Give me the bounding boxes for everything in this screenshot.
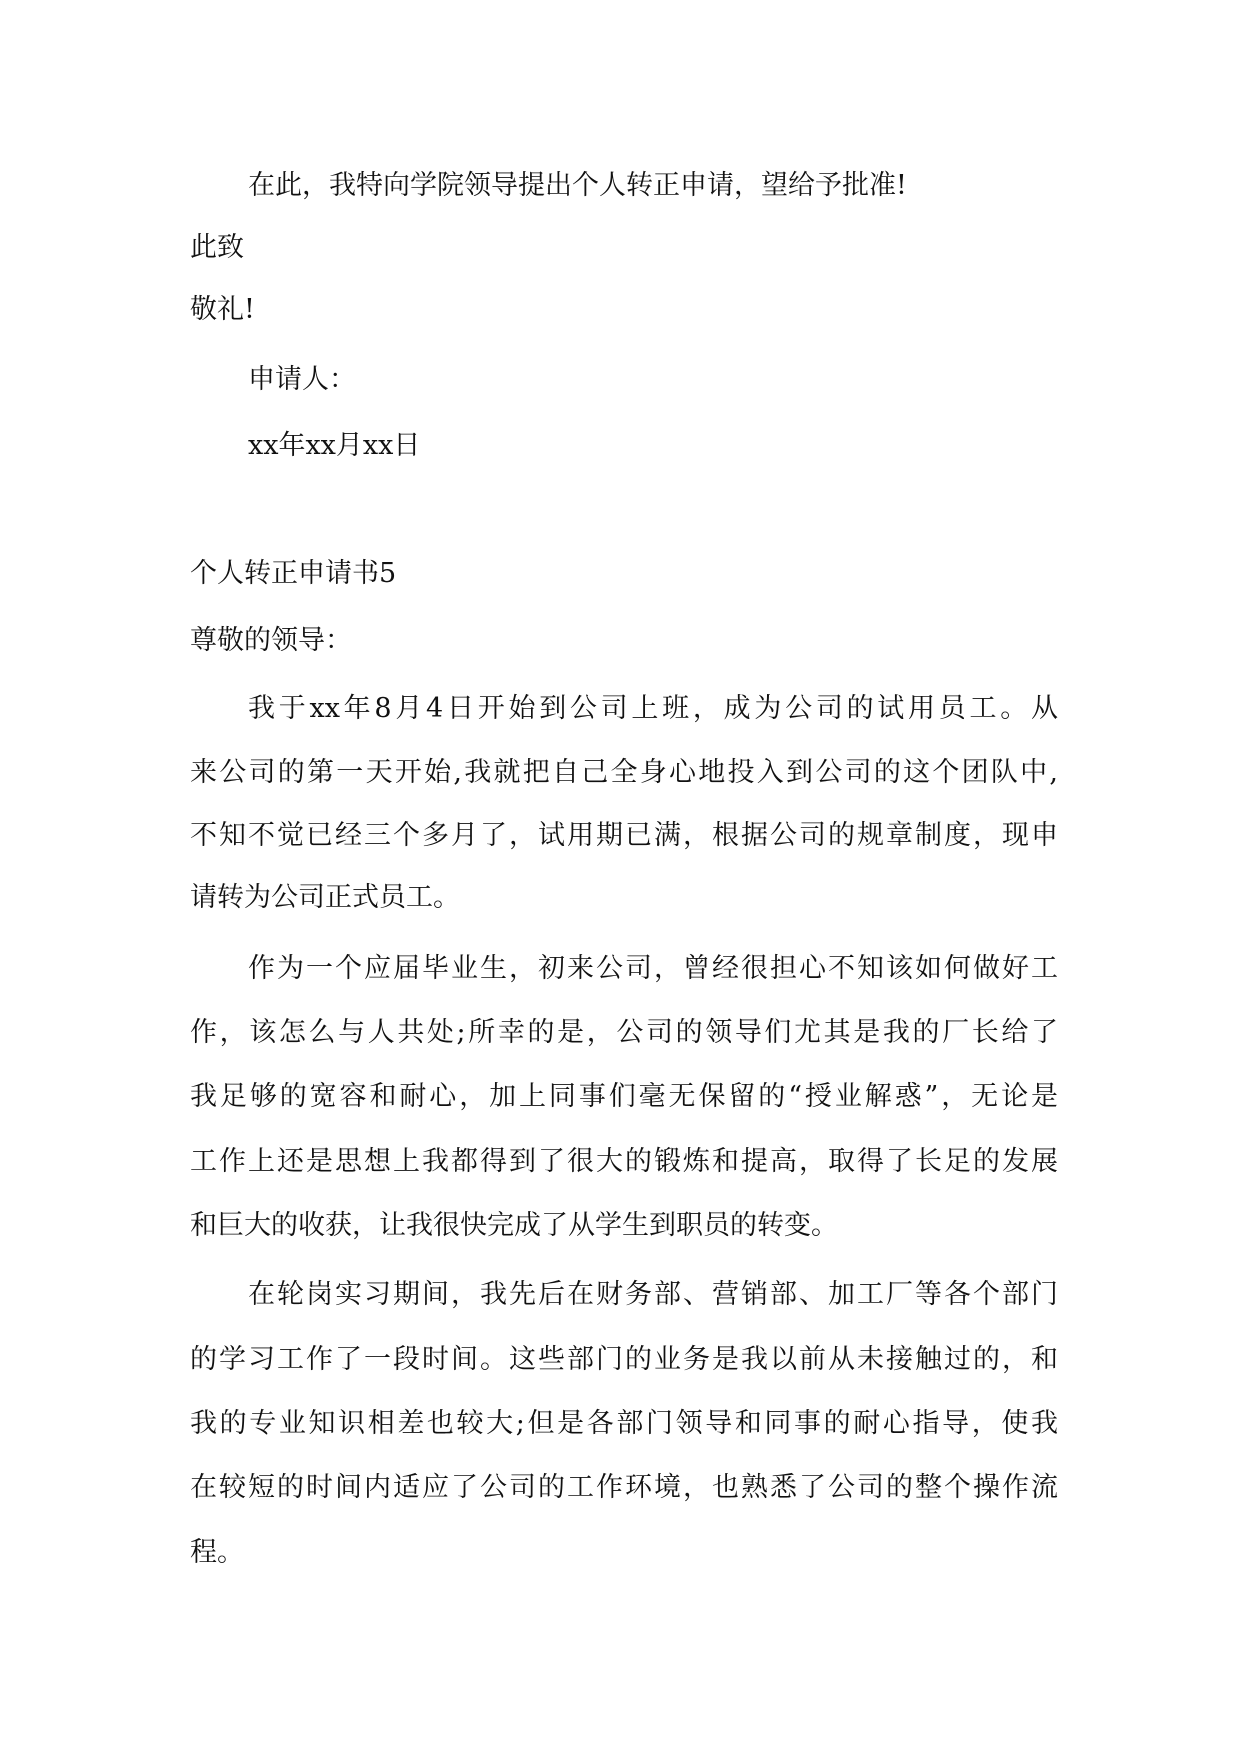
paragraph-1-line: 请转为公司正式员工。 bbox=[190, 882, 460, 913]
signature-date: xx年xx月xx日 bbox=[248, 430, 421, 461]
request-line: 在此，我特向学院领导提出个人转正申请，望给予批准! bbox=[248, 170, 907, 201]
paragraph-3-line: 我的专业知识相差也较大;但是各部门领导和同事的耐心指导，使我 bbox=[190, 1408, 1058, 1439]
letter-title: 个人转正申请书5 bbox=[190, 558, 397, 589]
paragraph-1-line: 来公司的第一天开始,我就把自己全身心地投入到公司的这个团队中, bbox=[190, 757, 1058, 788]
paragraph-3-line: 的学习工作了一段时间。这些部门的业务是我以前从未接触过的，和 bbox=[190, 1344, 1058, 1375]
applicant-label: 申请人： bbox=[248, 364, 356, 395]
paragraph-1-line: 我于xx年8月4日开始到公司上班，成为公司的试用员工。从 bbox=[248, 693, 1058, 724]
paragraph-1-line: 不知不觉已经三个多月了，试用期已满，根据公司的规章制度，现申 bbox=[190, 820, 1058, 851]
salutation-line-2: 敬礼! bbox=[190, 294, 255, 325]
paragraph-3-line: 程。 bbox=[190, 1537, 244, 1568]
paragraph-3-line: 在较短的时间内适应了公司的工作环境，也熟悉了公司的整个操作流 bbox=[190, 1472, 1058, 1503]
salutation-line-1: 此致 bbox=[190, 232, 244, 263]
paragraph-2-line: 和巨大的收获，让我很快完成了从学生到职员的转变。 bbox=[190, 1210, 838, 1241]
paragraph-2-line: 作，该怎么与人共处;所幸的是，公司的领导们尤其是我的厂长给了 bbox=[190, 1017, 1058, 1048]
paragraph-2-line: 工作上还是思想上我都得到了很大的锻炼和提高，取得了长足的发展 bbox=[190, 1146, 1058, 1177]
paragraph-3-line: 在轮岗实习期间，我先后在财务部、营销部、加工厂等各个部门 bbox=[248, 1279, 1058, 1310]
paragraph-2-line: 作为一个应届毕业生，初来公司，曾经很担心不知该如何做好工 bbox=[248, 953, 1058, 984]
paragraph-2-line: 我足够的宽容和耐心，加上同事们毫无保留的“授业解惑”，无论是 bbox=[190, 1081, 1058, 1112]
letter-greeting: 尊敬的领导： bbox=[190, 625, 352, 656]
